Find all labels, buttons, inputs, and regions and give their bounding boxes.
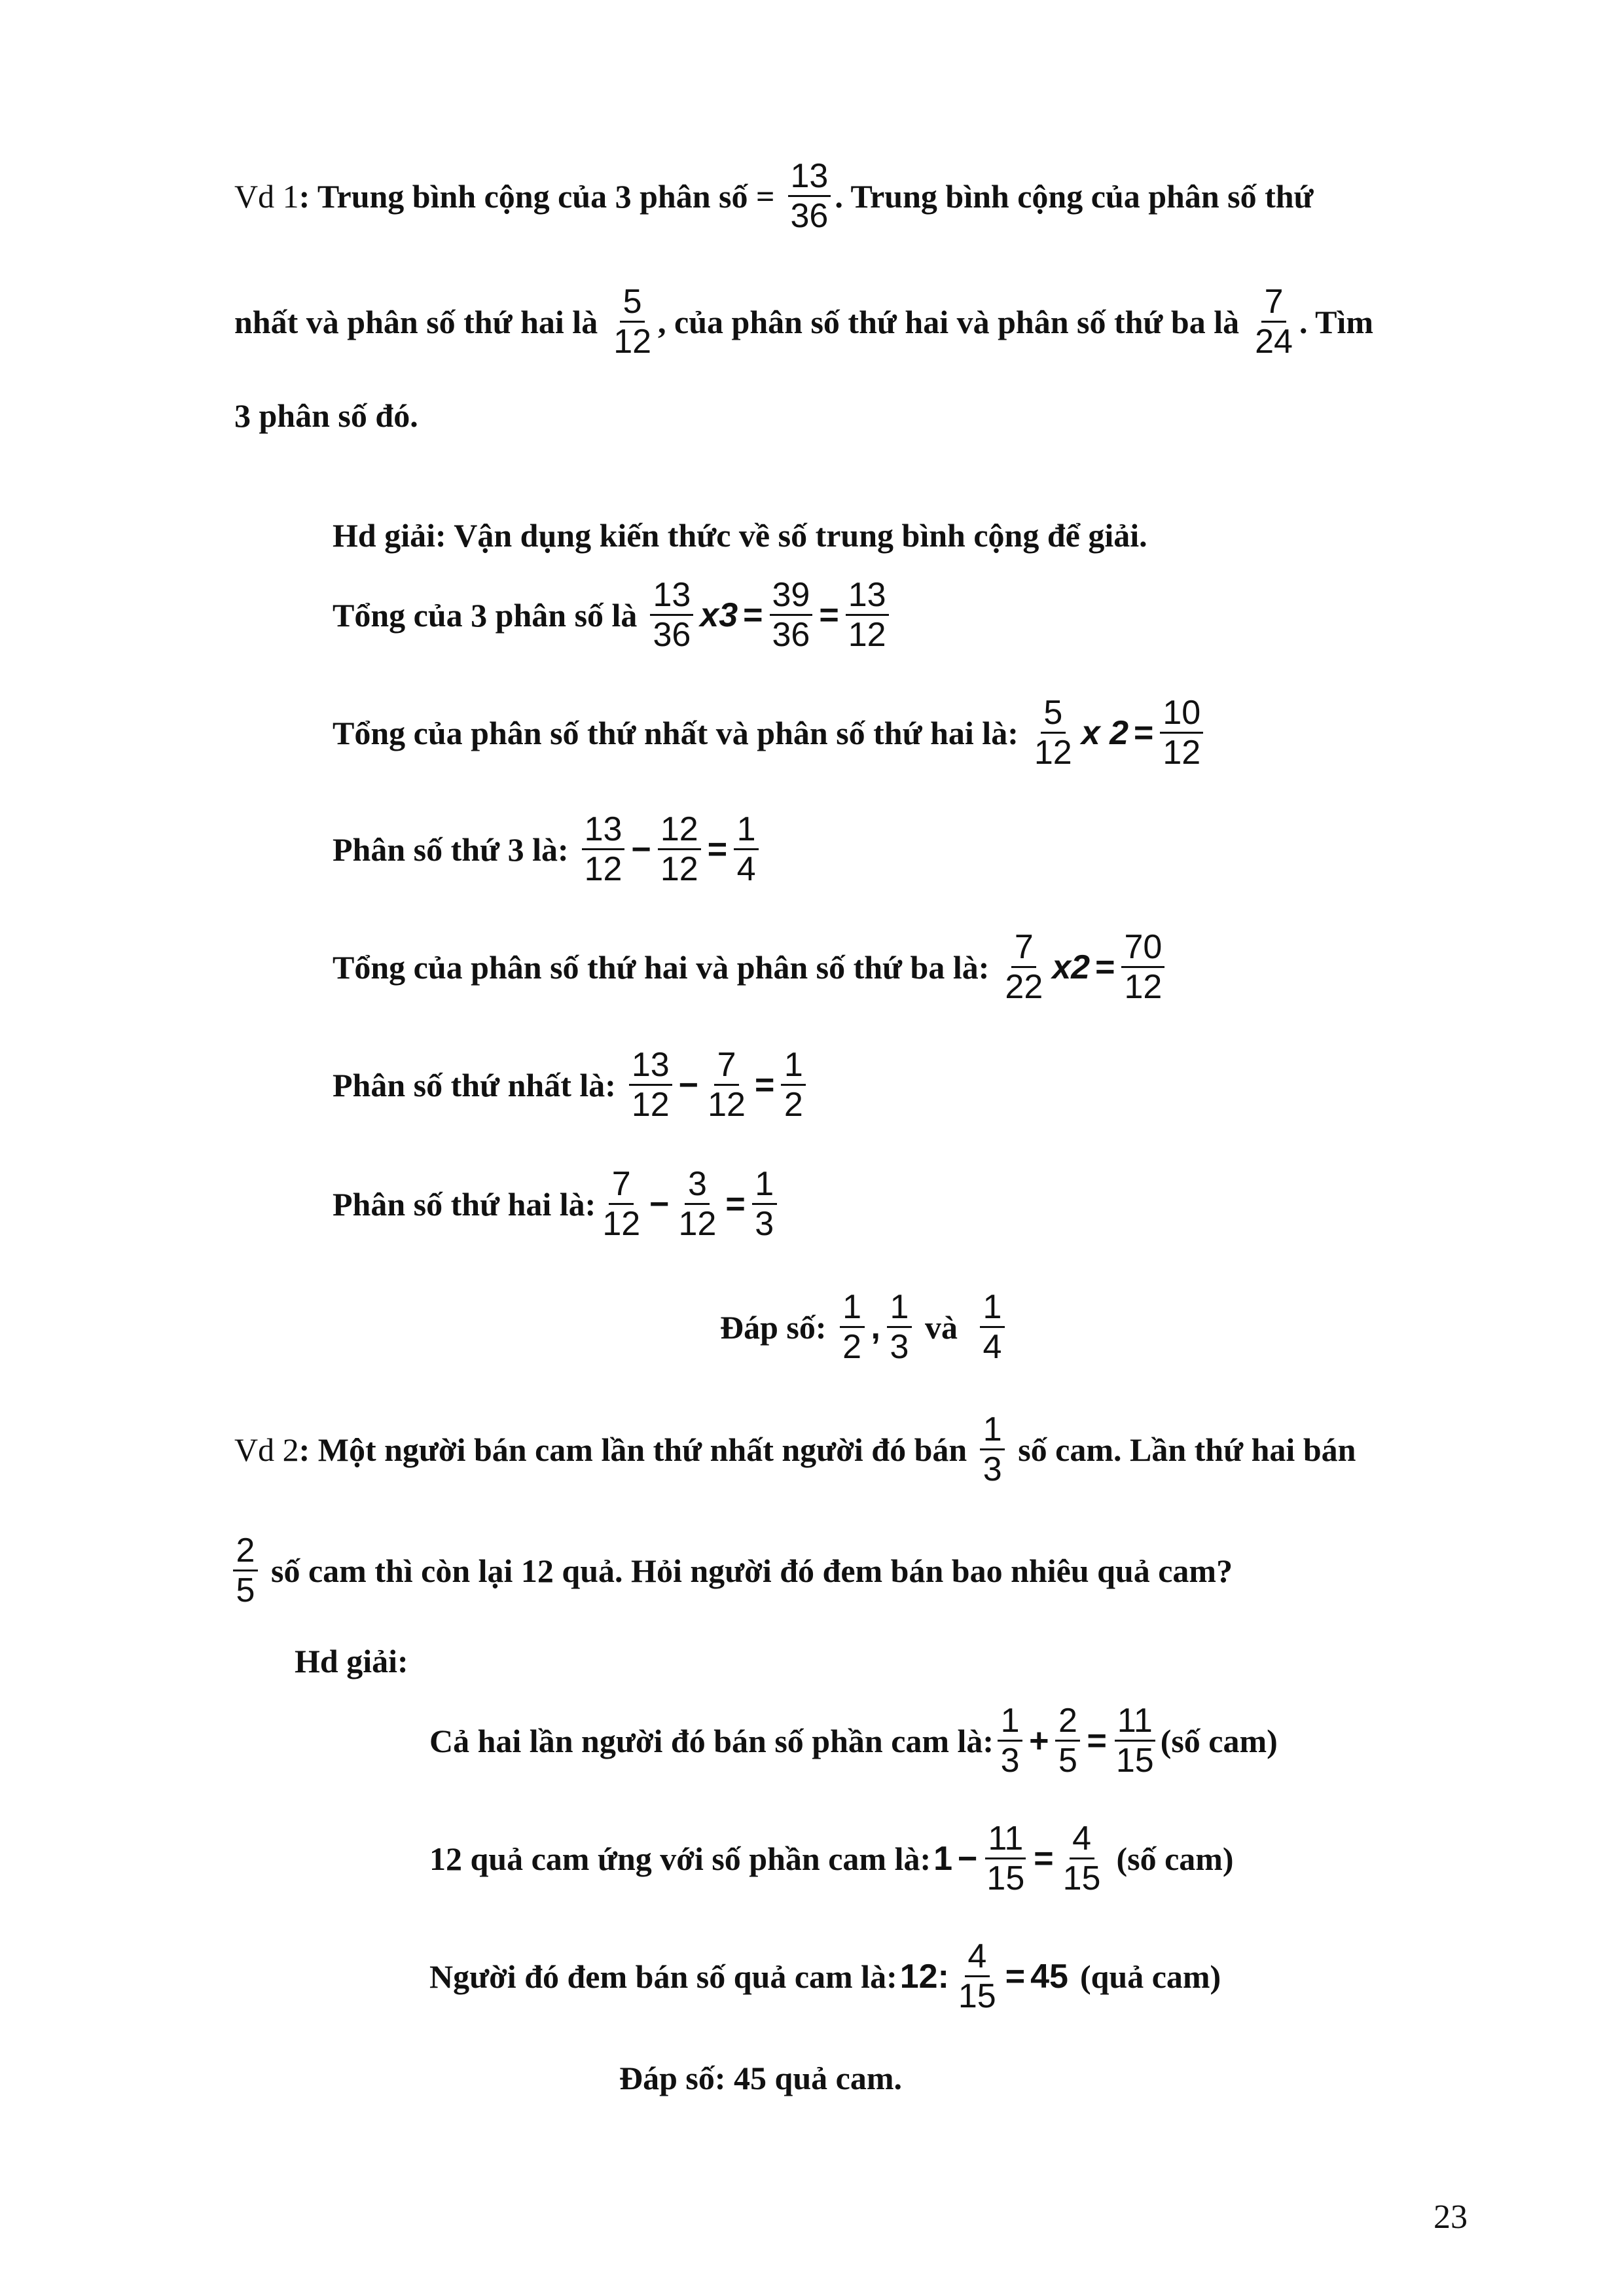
fraction: $\frac{1}{4}$ xyxy=(734,810,759,888)
ex2-step-3: Người đó đem bán số quả cam là: 12: $\frac{4}{15}$ = 45 (quả cam) xyxy=(429,1937,1221,2016)
fraction: $\frac{1}{2}$ xyxy=(840,1288,865,1366)
fraction: $\frac{2}{5}$ xyxy=(1055,1702,1080,1780)
ex1-question-line-3: 3 phân số đó. xyxy=(234,397,418,434)
ex1-q2a: nhất và phân số thứ hai là xyxy=(234,303,598,340)
fraction: $\frac{4}{15}$ xyxy=(1062,1820,1101,1898)
fraction: $\frac{70}{12}$ xyxy=(1121,928,1164,1006)
fraction: $\frac{11}{15}$ xyxy=(1113,1702,1157,1780)
ex1-step-4: Tổng của phân số thứ hai và phân số thứ ba là: $\frac{7}{22}$ x2 = $\frac{70}{12}$ xyxy=(333,928,1168,1006)
ex1-question-line-2 xyxy=(234,283,1373,361)
fraction: $\frac{39}{36}$ xyxy=(770,576,813,654)
ex1-q2c: . Tìm xyxy=(1299,303,1373,340)
fraction: $\frac{11}{15}$ xyxy=(984,1820,1027,1897)
ex2-step-2: 12 quả cam ứng với số phần cam là: 1 − $\frac{11}{15}$ = $\frac{4}{15}$ (số cam) xyxy=(429,1820,1234,1898)
fraction: $\frac{1}{4}$ xyxy=(980,1288,1005,1366)
ex2-question-line-2: $\frac{2}{5}$ số cam thì còn lại 12 quả. Hỏi người đó đem bán bao nhiêu quả cam? xyxy=(229,1532,1233,1609)
fraction-7-24: $\frac{7}{24}$ xyxy=(1255,283,1293,361)
ex1-step-1: Tổng của 3 phân số là $\frac{13}{36}$ x3 = $\frac{39}{36}$ = $\frac{13}{12}$ xyxy=(333,576,893,654)
fraction: $\frac{10}{12}$ xyxy=(1160,694,1203,772)
ex1-hint: Hd giải: Vận dụng kiến thức về số trung bình cộng để giải. xyxy=(333,517,1147,554)
ex1-question-line-1 xyxy=(234,157,1465,235)
ex2-question-line-1: Vd 2 : Một người bán cam lần thứ nhất người đó bán $\frac{1}{3}$ số cam. Lần thứ hai bán xyxy=(234,1410,1356,1489)
fraction: $\frac{3}{12}$ xyxy=(678,1165,717,1244)
fraction: $\frac{7}{12}$ xyxy=(708,1046,746,1124)
fraction-1-3: $\frac{1}{3}$ xyxy=(980,1410,1005,1488)
fraction-13-36: $\frac{13}{36}$ xyxy=(788,157,831,235)
ex1-step-2: Tổng của phân số thứ nhất và phân số thứ hai là: $\frac{5}{12}$ x 2 = $\frac{10}{12}$ xyxy=(333,694,1207,772)
ex2-step-1: Cả hai lần người đó bán số phần cam là: $\frac{1}{3}$ + $\frac{2}{5}$ = $\frac{11}{15}$ (số cam) xyxy=(429,1702,1278,1780)
fraction-2-5: $\frac{2}{5}$ xyxy=(233,1532,258,1609)
ex1-q1a: : Trung bình cộng của 3 phân số = xyxy=(298,177,775,215)
page-number: 23 xyxy=(1434,2198,1468,2236)
ex1-label: Vd 1 xyxy=(234,177,299,215)
fraction: $\frac{1}{2}$ xyxy=(781,1046,806,1124)
fraction: $\frac{7}{22}$ xyxy=(1005,928,1043,1007)
fraction: $\frac{13}{12}$ xyxy=(629,1046,672,1124)
fraction: $\frac{13}{36}$ xyxy=(650,576,693,654)
fraction: $\frac{5}{12}$ xyxy=(1034,694,1072,772)
ex1-step-5: Phân số thứ nhất là: $\frac{13}{12}$ − $\frac{7}{12}$ = $\frac{1}{2}$ xyxy=(333,1046,810,1124)
fraction: $\frac{1}{3}$ xyxy=(887,1288,912,1366)
ex2-answer: Đáp số: 45 quả cam. xyxy=(619,2060,902,2096)
ex1-step-6: Phân số thứ hai là: $\frac{7}{12}$ − $\frac{3}{12}$ = $\frac{1}{3}$ xyxy=(333,1165,781,1243)
fraction: $\frac{1}{3}$ xyxy=(752,1165,777,1243)
ex2-label: Vd 2 xyxy=(234,1431,299,1468)
fraction: $\frac{13}{12}$ xyxy=(582,810,625,888)
ex1-answer: Đáp số: $\frac{1}{2}$ , $\frac{1}{3}$ và $\frac{1}{4}$ xyxy=(720,1288,1009,1366)
fraction-5-12: $\frac{5}{12}$ xyxy=(613,283,652,361)
fraction: $\frac{12}{12}$ xyxy=(658,810,701,888)
ex1-q1b: . Trung bình cộng của phân số thứ xyxy=(835,177,1314,215)
fraction: $\frac{4}{15}$ xyxy=(958,1937,996,2016)
ex1-step-3: Phân số thứ 3 là: $\frac{13}{12}$ − $\frac{12}{12}$ = $\frac{1}{4}$ xyxy=(333,810,763,888)
fraction: $\frac{1}{3}$ xyxy=(998,1702,1022,1780)
fraction: $\frac{13}{12}$ xyxy=(846,576,889,654)
ex1-q2b: , của phân số thứ hai và phân số thứ ba là xyxy=(658,303,1240,340)
fraction: $\frac{7}{12}$ xyxy=(602,1165,641,1244)
ex2-hint: Hd giải: xyxy=(295,1643,408,1679)
